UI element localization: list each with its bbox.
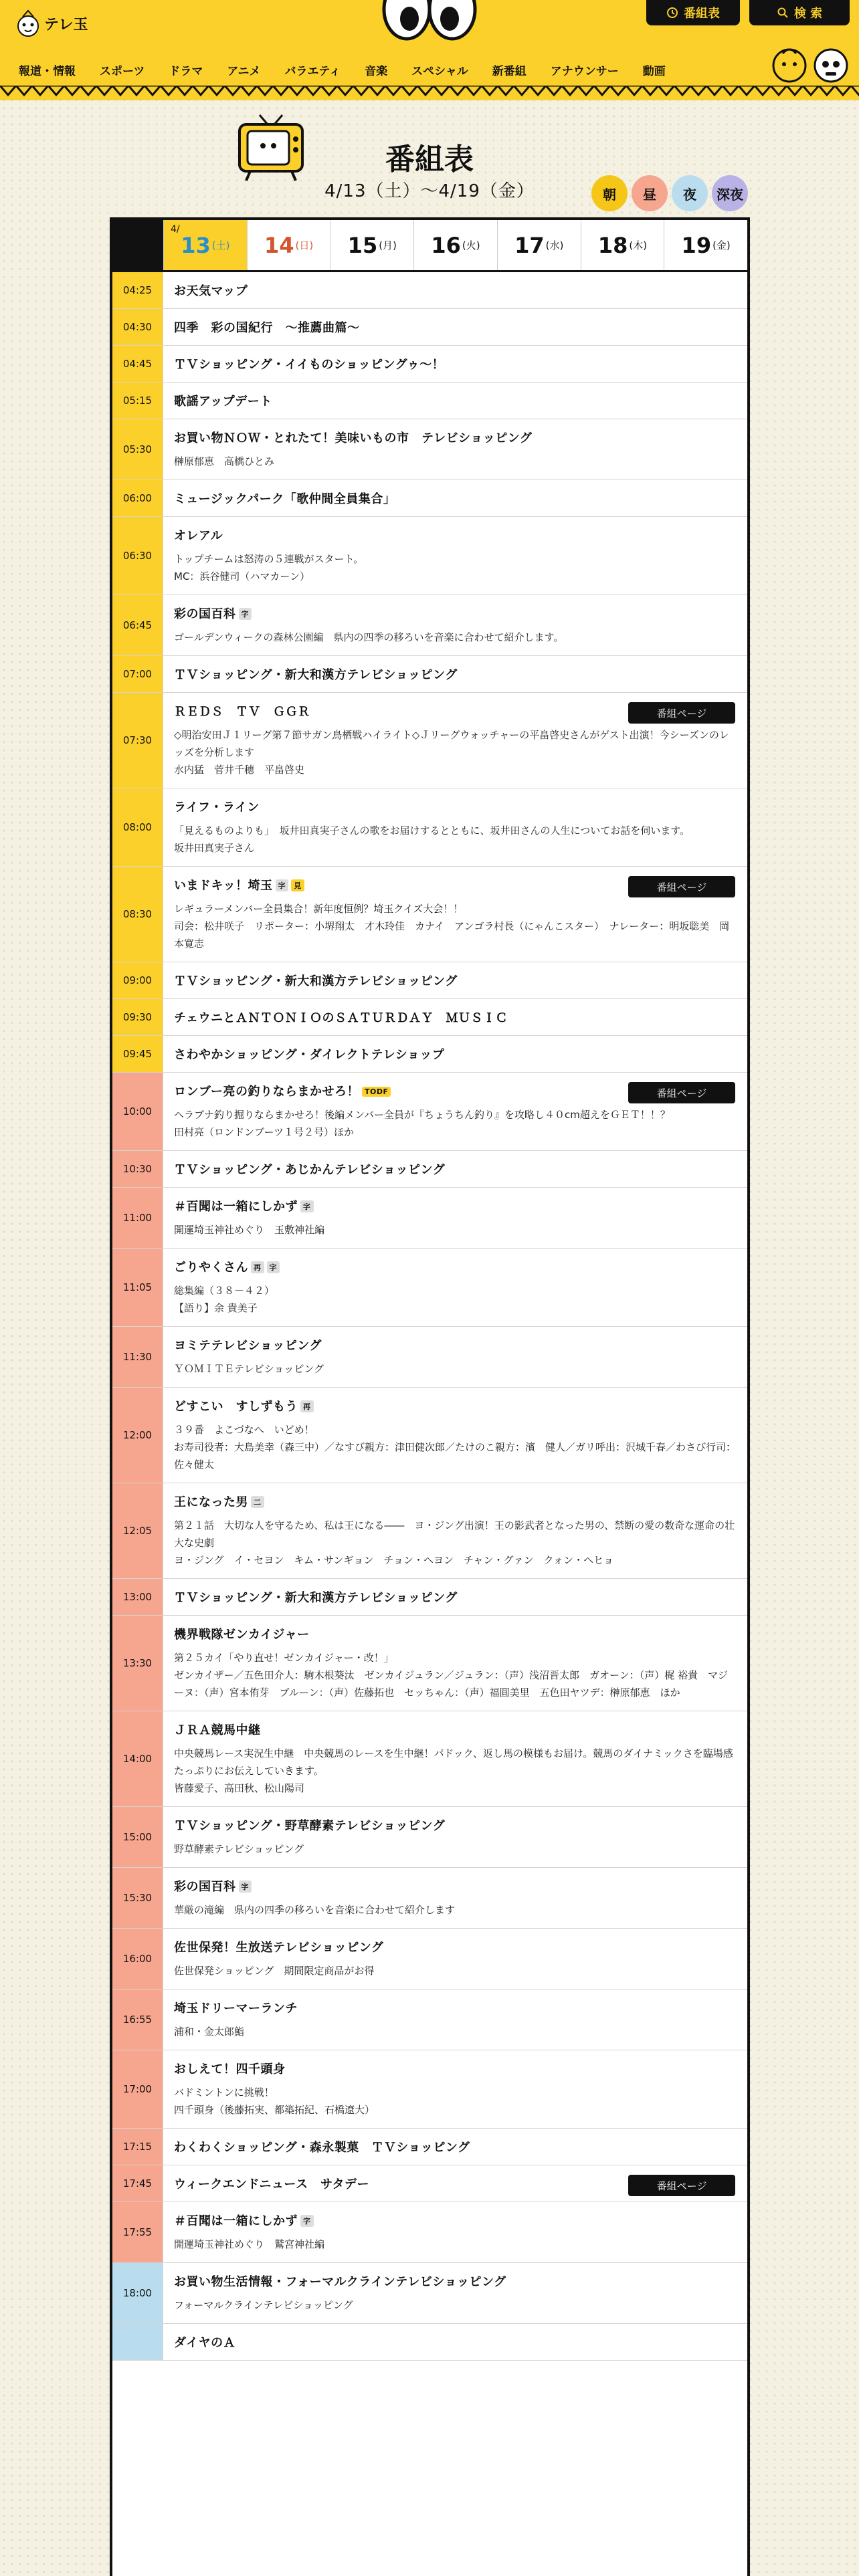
program-title-text: ＴＶショッピング・新大和漢方テレビショッピング: [174, 668, 458, 682]
program-description: [174, 1901, 737, 1919]
header-zigzag-edge: [0, 86, 859, 102]
day-tab-16[interactable]: [413, 220, 497, 270]
program-time: 17:55: [112, 2202, 163, 2262]
program-title: [174, 1493, 737, 1510]
program-cell[interactable]: [163, 999, 747, 1035]
program-row[interactable]: [112, 346, 747, 383]
program-title: [174, 2212, 737, 2229]
program-title: [174, 1258, 737, 1275]
program-time: 11:05: [112, 1249, 163, 1326]
program-cell[interactable]: [163, 517, 747, 595]
program-time: 17:15: [112, 2129, 163, 2165]
search-button[interactable]: [749, 0, 850, 25]
program-time: 04:25: [112, 272, 163, 308]
filter-evening[interactable]: 夜: [672, 175, 708, 211]
program-title-text: お買い物ＮＯＷ・とれたて！美味いもの市 テレビショッピング: [174, 431, 533, 445]
program-desc-line: ◇明治安田Ｊ１リーグ第７節サガン鳥栖戦ハイライト◇Ｊリーグウォッチャーの平畠啓史さんがゲスト出演！今シーズンのレッズを分析します: [174, 729, 729, 758]
program-row[interactable]: [112, 1388, 747, 1483]
program-cell[interactable]: [163, 1929, 747, 1989]
program-time: 05:15: [112, 383, 163, 419]
program-title: [174, 1008, 737, 1026]
program-row[interactable]: [112, 1151, 747, 1188]
character-tamatan-icon[interactable]: [769, 44, 809, 84]
program-title-text: オレアル: [174, 529, 223, 543]
program-cell[interactable]: [163, 1388, 747, 1483]
program-desc-line: 佐世保発ショッピング 期間限定商品がお得: [174, 1965, 375, 1977]
program-row[interactable]: [112, 419, 747, 480]
program-time: 17:45: [112, 2165, 163, 2202]
program-row[interactable]: [112, 1616, 747, 1711]
search-label: 検 索: [793, 7, 823, 21]
program-page-button[interactable]: 番組ページ: [628, 2175, 735, 2196]
nav-item-anime[interactable]: アニメ: [227, 64, 261, 78]
program-title-text: ダイヤのＡ: [174, 2336, 236, 2350]
program-title-text: ＴＶショッピング・あじかんテレビショッピング: [174, 1163, 446, 1177]
date-range: 4/13（土）〜4/19（金）: [324, 181, 535, 201]
program-badge: 字: [300, 2215, 314, 2227]
program-cell[interactable]: [163, 962, 747, 998]
program-cell[interactable]: [163, 1036, 747, 1072]
program-title-text: お天気マップ: [174, 284, 248, 298]
program-title-text: ＃百聞は一箱にしかず: [174, 1200, 298, 1214]
program-title: [174, 2272, 737, 2290]
program-title: [174, 605, 737, 622]
nav-item-variety[interactable]: バラエティ: [284, 64, 341, 78]
day-weekday: (木): [629, 239, 648, 251]
program-desc-line: 四千頭身（後藤拓実、都築拓紀、石橋遼大）: [174, 2104, 375, 2116]
program-cell[interactable]: [163, 1188, 747, 1248]
program-guide-label: 番組表: [684, 7, 720, 21]
program-badge: 再: [251, 1261, 264, 1273]
program-row[interactable]: [112, 1711, 747, 1807]
program-desc-line: ヨ・ジング イ・セヨン キム・サンギョン チョン・ヘヨン チャン・グァン クォン・ヘヒョ: [174, 1554, 614, 1566]
program-time: 06:00: [112, 480, 163, 516]
nav-item-new-programs[interactable]: 新番組: [492, 64, 527, 78]
nav-item-special[interactable]: スペシャル: [411, 64, 468, 78]
program-desc-line: ３９番 よこづなへ いどめ！: [174, 1424, 314, 1436]
program-cell[interactable]: [163, 1868, 747, 1928]
program-description: [174, 1421, 737, 1473]
program-time: 06:45: [112, 595, 163, 655]
day-tab-17[interactable]: [497, 220, 581, 270]
schedule-grid: [110, 217, 750, 2576]
program-desc-line: 坂井田真実子さん: [174, 842, 255, 854]
program-title-text: ＴＶショッピング・野草酵素テレビショッピング: [174, 1819, 446, 1833]
day-number: 16: [431, 232, 461, 258]
day-number: 18: [597, 232, 628, 258]
nav-item-drama[interactable]: ドラマ: [169, 64, 203, 78]
program-time: 18:00: [112, 2263, 163, 2323]
program-row[interactable]: [112, 517, 747, 595]
program-row[interactable]: [112, 656, 747, 693]
clock-icon: [666, 7, 678, 19]
day-weekday: (火): [462, 239, 480, 251]
day-tab-19[interactable]: [664, 220, 747, 270]
program-description: [174, 2296, 737, 2314]
day-tab-15[interactable]: [330, 220, 413, 270]
program-desc-line: 第２１話 大切な人を守るため、私は王になる―― ヨ・ジング出演！王の影武者となった男の、禁断の愛の数奇な運命の壮大な史劇: [174, 1519, 735, 1549]
program-title: [174, 1938, 737, 1955]
program-cell[interactable]: [163, 2202, 747, 2262]
day-weekday: (日): [295, 239, 314, 251]
program-badge: 見: [291, 879, 304, 891]
program-title-text: 歌謡アップデート: [174, 395, 272, 409]
program-desc-line: ＹＯＭＩＴＥテレビショッピング: [174, 1363, 324, 1375]
program-row[interactable]: [112, 2263, 747, 2324]
program-time: 07:30: [112, 693, 163, 788]
day-tabs: [112, 220, 747, 272]
day-weekday: (金): [712, 239, 731, 251]
program-title-text: どすこい すしずもう: [174, 1400, 298, 1414]
program-row[interactable]: [112, 788, 747, 867]
program-cell[interactable]: [163, 1990, 747, 2050]
program-title-text: 佐世保発！生放送テレビショッピング: [174, 1941, 384, 1955]
program-row[interactable]: [112, 2202, 747, 2263]
program-description: [174, 1649, 737, 1701]
program-title-text: 四季 彩の国紀行 〜推薦曲篇〜: [174, 321, 360, 335]
program-title: [174, 2060, 737, 2077]
day-weekday: (月): [379, 239, 397, 251]
program-title-text: ミュージックパーク「歌仲間全員集合」: [174, 492, 396, 506]
program-description: [174, 1282, 737, 1317]
program-badge: 再: [300, 1400, 314, 1412]
program-desc-line: 第２５カイ「やり直せ！ゼンカイジャー・改！」: [174, 1652, 394, 1664]
program-desc-line: 総集編（３８－４２）: [174, 1285, 275, 1297]
program-cell[interactable]: [163, 419, 747, 479]
program-row[interactable]: [112, 309, 747, 346]
program-cell[interactable]: [163, 595, 747, 655]
program-row[interactable]: [112, 2324, 747, 2361]
program-time: 12:00: [112, 1388, 163, 1483]
program-time: 14:00: [112, 1711, 163, 1806]
program-title: [174, 2333, 737, 2351]
filter-daytime[interactable]: 昼: [632, 175, 668, 211]
logo-text: テレ玉: [44, 16, 88, 33]
program-description: [174, 2084, 737, 2119]
program-badge: 二: [251, 1496, 264, 1508]
program-cell[interactable]: [163, 2129, 747, 2165]
program-row[interactable]: [112, 2129, 747, 2165]
program-row[interactable]: [112, 1073, 747, 1151]
program-row[interactable]: [112, 383, 747, 419]
day-number: 19: [681, 232, 712, 258]
program-row[interactable]: [112, 1990, 747, 2050]
program-desc-line: 野草酵素テレビショッピング: [174, 1843, 304, 1855]
program-badge: 字: [276, 879, 289, 891]
program-row[interactable]: [112, 1483, 747, 1579]
day-month: 4/: [171, 224, 180, 235]
program-desc-line: 榊原郁恵 高橋ひとみ: [174, 455, 275, 467]
site-logo[interactable]: [16, 7, 88, 40]
day-header-corner: [112, 220, 163, 270]
program-time: 05:30: [112, 419, 163, 479]
program-title-text: ＃百聞は一箱にしかず: [174, 2214, 298, 2228]
program-page-button[interactable]: 番組ページ: [628, 1082, 735, 1103]
nav-item-sports[interactable]: スポーツ: [100, 64, 145, 78]
program-title-text: 彩の国百科: [174, 1880, 236, 1894]
day-number: 13: [181, 232, 211, 258]
program-description: [174, 2236, 737, 2253]
program-desc-line: トップチームは怒涛の５連戦がスタート。: [174, 553, 364, 565]
program-title: [174, 1625, 737, 1642]
program-title: [174, 1197, 737, 1214]
program-title-text: お買い物生活情報・フォーマルクラインテレビショッピング: [174, 2275, 506, 2289]
program-time: 12:05: [112, 1483, 163, 1578]
filter-morning[interactable]: 朝: [591, 175, 628, 211]
filter-late-night[interactable]: 深夜: [712, 175, 748, 211]
program-desc-line: MC：浜谷健司（ハマカーン）: [174, 570, 310, 582]
program-badge: 字: [300, 1200, 314, 1212]
program-description: [174, 1962, 737, 1979]
program-row[interactable]: [112, 480, 747, 517]
program-row[interactable]: [112, 1249, 747, 1327]
program-row[interactable]: [112, 595, 747, 656]
program-cell[interactable]: [163, 2263, 747, 2323]
program-cell[interactable]: [163, 867, 747, 962]
day-weekday: (土): [211, 239, 230, 251]
program-title: [174, 1336, 737, 1354]
program-title-text: おしえて！四千頭身: [174, 2062, 286, 2076]
program-description: [174, 550, 737, 585]
program-title-text: 王になった男: [174, 1495, 248, 1509]
program-desc-line: レギュラーメンバー全員集合！新年度恒例？埼玉クイズ大会！！: [174, 903, 464, 915]
program-title: [174, 490, 737, 507]
character-mascot-icon[interactable]: [811, 44, 851, 84]
program-title: [174, 665, 737, 683]
program-description: [174, 1745, 737, 1797]
program-desc-line: 皆藤愛子、高田秋、松山陽司: [174, 1782, 305, 1794]
program-row[interactable]: [112, 1188, 747, 1249]
program-title: [174, 972, 737, 989]
teletama-logo-icon: [16, 9, 40, 38]
program-desc-line: 開運埼玉神社めぐり 玉敷神社編: [174, 1224, 325, 1236]
program-description: [174, 629, 737, 646]
program-description: [174, 900, 737, 952]
program-title-text: ＲＥＤＳ ＴＶ ＧＧＲ: [174, 705, 310, 719]
program-title: [174, 1588, 737, 1606]
site-header: [0, 0, 859, 100]
program-row[interactable]: [112, 1036, 747, 1073]
program-title: [174, 526, 737, 544]
program-title: [174, 1397, 737, 1414]
program-title-text: 埼玉ドリーマーランチ: [174, 2002, 298, 2016]
zigzag-path: [0, 86, 859, 95]
program-time: 13:00: [112, 1579, 163, 1615]
program-time: 16:55: [112, 1990, 163, 2050]
program-cell[interactable]: [163, 1151, 747, 1187]
day-number: 14: [264, 232, 294, 258]
program-cell[interactable]: [163, 346, 747, 382]
program-desc-line: 「見えるものよりも」 坂井田真実子さんの歌をお届けするとともに、坂井田さんの人生についてお話を伺います。: [174, 825, 690, 837]
program-title-text: 彩の国百科: [174, 607, 236, 621]
nav-item-music[interactable]: 音楽: [365, 64, 388, 78]
program-title-text: ＴＶショッピング・新大和漢方テレビショッピング: [174, 974, 458, 988]
day-weekday: (水): [545, 239, 564, 251]
program-description: [174, 1106, 737, 1141]
program-desc-line: 司会：松井咲子 リポーター：小堺翔太 才木玲佳 カナイ アンゴラ村長（にゃんこスター） ナレーター：明坂聡美 岡本寛志: [174, 920, 730, 950]
program-title-text: チェウニとＡＮＴＯＮＩＯのＳＡＴＵＲＤＡＹ ＭＵＳＩＣ: [174, 1011, 508, 1025]
program-time: 16:00: [112, 1929, 163, 1989]
program-badge: 字: [239, 608, 252, 620]
program-row[interactable]: [112, 1327, 747, 1388]
program-cell[interactable]: [163, 2165, 747, 2202]
program-title: [174, 1160, 737, 1178]
program-title: [174, 1816, 737, 1834]
program-title-text: いまドキッ！埼玉: [174, 879, 273, 893]
day-number: 15: [347, 232, 378, 258]
program-cell[interactable]: [163, 1073, 747, 1150]
day-tab-18[interactable]: [581, 220, 664, 270]
program-time: 09:30: [112, 999, 163, 1035]
program-cell[interactable]: [163, 383, 747, 419]
program-row[interactable]: [112, 2165, 747, 2202]
program-list: [112, 272, 747, 2361]
program-time: [112, 2324, 163, 2360]
program-time: 10:00: [112, 1073, 163, 1150]
program-title: [174, 1721, 737, 1738]
program-desc-line: フォーマルクラインテレビショッピング: [174, 2299, 353, 2311]
page-title: 番組表: [385, 142, 474, 177]
program-row[interactable]: [112, 1868, 747, 1929]
program-desc-line: ヘラブナ釣り掘りならまかせろ！後編メンバー全員が『ちょうちん釣り』を攻略し４０cm超えをＧＥＴ！！？: [174, 1109, 670, 1121]
program-title-text: ロンブー亮の釣りならまかせろ！: [174, 1085, 359, 1099]
program-row[interactable]: [112, 1807, 747, 1868]
day-tab-13[interactable]: [163, 220, 247, 270]
program-cell[interactable]: [163, 656, 747, 692]
program-description: [174, 453, 737, 470]
program-title: [174, 1877, 737, 1895]
program-title: [174, 429, 737, 446]
program-row[interactable]: [112, 2050, 747, 2129]
program-desc-line: 開運埼玉神社めぐり 鷲宮神社編: [174, 2238, 325, 2250]
program-cell[interactable]: [163, 1483, 747, 1578]
program-cell[interactable]: [163, 2324, 747, 2360]
program-time: 13:30: [112, 1616, 163, 1711]
program-page-button[interactable]: 番組ページ: [628, 876, 735, 897]
program-description: [174, 726, 737, 778]
program-title: [174, 2138, 737, 2155]
program-desc-line: 田村亮（ロンドンブーツ１号２号）ほか: [174, 1126, 354, 1138]
program-description: [174, 2023, 737, 2040]
nav-item-news[interactable]: 報道・情報: [19, 64, 76, 78]
main-nav: [0, 58, 789, 82]
program-time: 07:00: [112, 656, 163, 692]
program-title: [174, 355, 737, 372]
program-page-button[interactable]: 番組ページ: [628, 702, 735, 724]
program-time: 17:00: [112, 2050, 163, 2128]
program-row[interactable]: [112, 693, 747, 788]
program-title-text: さわやかショッピング・ダイレクトテレショップ: [174, 1048, 445, 1062]
program-cell[interactable]: [163, 1807, 747, 1867]
program-row[interactable]: [112, 867, 747, 962]
program-time: 11:30: [112, 1327, 163, 1387]
program-cell[interactable]: [163, 1327, 747, 1387]
program-cell[interactable]: [163, 1616, 747, 1711]
program-time: 09:00: [112, 962, 163, 998]
program-cell[interactable]: [163, 788, 747, 866]
program-title-text: ＪＲＡ競馬中継: [174, 1723, 261, 1737]
program-time: 10:30: [112, 1151, 163, 1187]
program-time: 08:00: [112, 788, 163, 866]
program-time: 15:00: [112, 1807, 163, 1867]
program-guide-button[interactable]: [646, 0, 740, 25]
program-desc-line: 浦和・金太郎鮨: [174, 2026, 245, 2038]
program-row[interactable]: [112, 962, 747, 999]
program-time: 06:30: [112, 517, 163, 595]
mascot-eyes-icon: [380, 0, 479, 41]
program-title: [174, 798, 737, 815]
program-title-text: ＴＶショッピング・イイものショッピングゥ〜！: [174, 358, 445, 372]
program-title-text: ライフ・ライン: [174, 800, 260, 815]
program-badge: 字: [267, 1261, 280, 1273]
program-title-text: ヨミテテレビショッピング: [174, 1339, 322, 1353]
search-icon: [777, 7, 789, 19]
program-desc-line: バドミントンに挑戦！: [174, 2086, 274, 2099]
program-desc-line: ゼンカイザー／五色田介人：駒木根葵汰 ゼンカイジュラン／ジュラン：（声）浅沼晋太郎 ガオーン：（声）梶 裕貴 マジーヌ：（声）宮本侑芽 ブルーン：（声）佐藤拓也 セッちゃん：（声）福圓美里 五色田ヤツデ：榊原郁恵 ほか: [174, 1669, 728, 1699]
program-cell[interactable]: [163, 1711, 747, 1806]
program-title: [174, 1999, 737, 2016]
program-time: 04:45: [112, 346, 163, 382]
program-title: [174, 282, 737, 299]
title-section: [0, 107, 859, 214]
program-time: 04:30: [112, 309, 163, 345]
program-description: [174, 822, 737, 857]
program-cell[interactable]: [163, 2050, 747, 2128]
program-row[interactable]: [112, 1579, 747, 1616]
program-desc-line: お寿司役者：大島美幸（森三中）／なすび親方：津田健次郎／たけのこ親方：濱 健人／ガリ呼出：沢城千春／わさび行司：佐々健太: [174, 1441, 737, 1471]
program-desc-line: 華厳の滝編 県内の四季の移ろいを音楽に合わせて紹介します: [174, 1904, 456, 1916]
program-row[interactable]: [112, 999, 747, 1036]
day-number: 17: [514, 232, 545, 258]
program-row[interactable]: [112, 1929, 747, 1990]
program-title-text: ごりやくさん: [174, 1261, 248, 1275]
program-desc-line: 中央競馬レース実況生中継 中央競馬のレースを生中継！パドック、返し馬の模様もお届け。競馬のダイナミックさを臨場感たっぷりにお伝えしていきます。: [174, 1747, 733, 1777]
program-badge: TODF: [362, 1087, 391, 1097]
program-cell[interactable]: [163, 480, 747, 516]
program-time: 09:45: [112, 1036, 163, 1072]
program-time: 08:30: [112, 867, 163, 962]
program-cell[interactable]: [163, 272, 747, 308]
program-title-text: 機界戦隊ゼンカイジャー: [174, 1628, 310, 1642]
program-row[interactable]: [112, 272, 747, 309]
nav-item-videos[interactable]: 動画: [642, 64, 666, 78]
program-title: [174, 392, 737, 409]
program-cell[interactable]: [163, 1249, 747, 1326]
program-description: [174, 1517, 737, 1569]
program-time: 15:30: [112, 1868, 163, 1928]
day-tab-14[interactable]: [247, 220, 330, 270]
program-title-text: ＴＶショッピング・新大和漢方テレビショッピング: [174, 1591, 458, 1605]
program-badge: 字: [239, 1881, 252, 1893]
nav-item-announcers[interactable]: アナウンサー: [550, 64, 619, 78]
program-description: [174, 1360, 737, 1378]
program-title-text: ウィークエンドニュース サタデー: [174, 2177, 370, 2191]
program-cell[interactable]: [163, 1579, 747, 1615]
program-title: [174, 318, 737, 336]
program-time: 11:00: [112, 1188, 163, 1248]
program-cell[interactable]: [163, 693, 747, 788]
program-desc-line: 水内猛 菅井千穂 平畠啓史: [174, 764, 305, 776]
program-description: [174, 1840, 737, 1858]
program-cell[interactable]: [163, 309, 747, 345]
program-title-text: わくわくショッピング・森永製菓 ＴＶショッピング: [174, 2141, 470, 2155]
program-title: [174, 1045, 737, 1063]
program-description: [174, 1221, 737, 1239]
program-desc-line: 【語り】余 貴美子: [174, 1302, 258, 1314]
program-desc-line: ゴールデンウィークの森林公園編 県内の四季の移ろいを音楽に合わせて紹介します。: [174, 631, 564, 643]
